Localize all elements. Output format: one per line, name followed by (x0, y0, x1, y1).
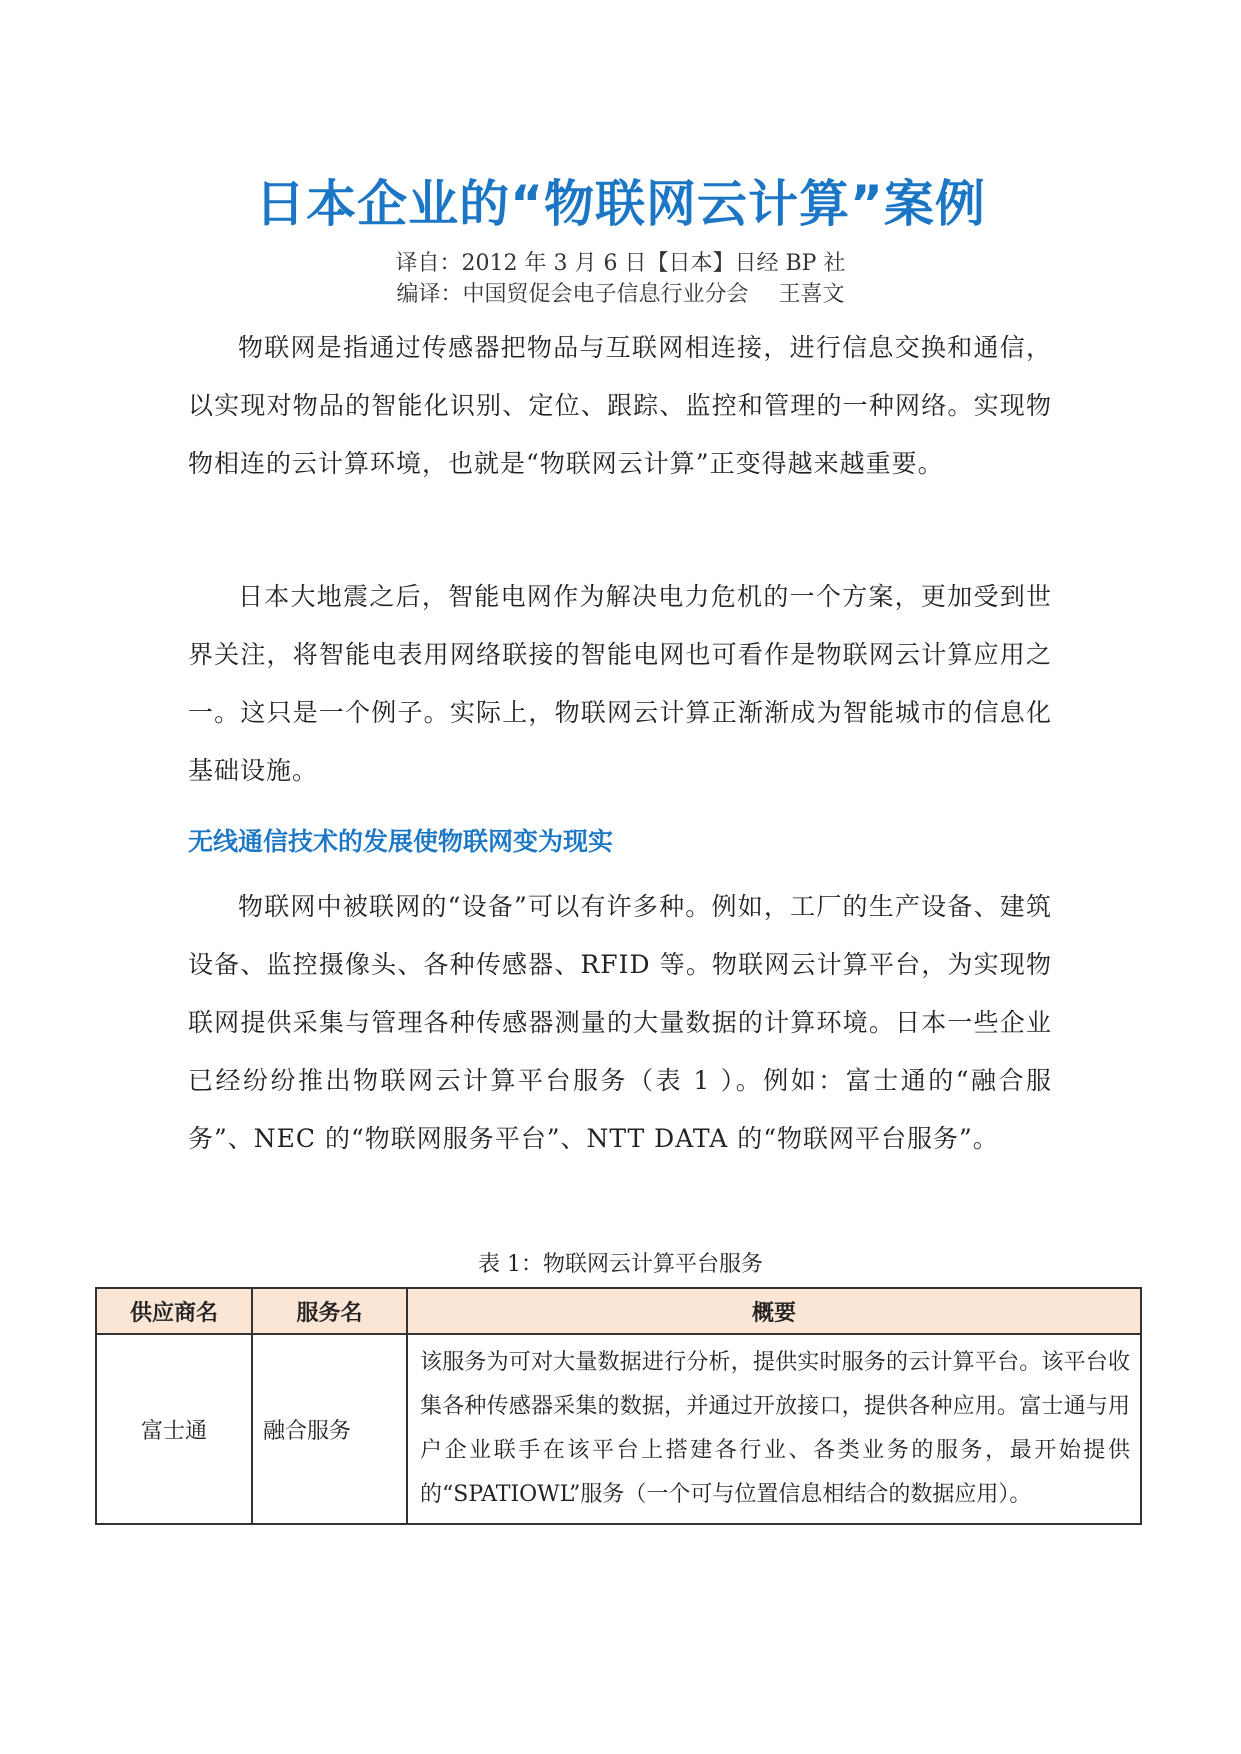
paragraph-intro: 物联网是指通过传感器把物品与互联网相连接，进行信息交换和通信，以实现对物品的智能化识别、定位、跟踪、监控和管理的一种网络。实现物物相连的云计算环境，也就是“物联网云计算”正变得越来越重要。 (188, 333, 1052, 478)
section-heading: 无线通信技术的发展使物联网变为现实 (188, 827, 614, 856)
header-vendor: 供应商名 (96, 1288, 252, 1334)
paragraph-devices: 物联网中被联网的“设备”可以有许多种。例如，工厂的生产设备、建筑设备、监控摄像头、各种传感器、RFID 等。物联网云计算平台，为实现物联网提供采集与管理各种传感器测量的大量数据的计算环境。日本一些企业已经纷纷推出物联网云计算平台服务（表 1 ）。例如：富士通的“融合服务”、NEC 的“物联网服务平台”、NTT DATA 的“物联网平台服务”。 (188, 892, 1052, 1153)
table-caption: 表 1：物联网云计算平台服务 (478, 1252, 763, 1277)
header-service: 服务名 (252, 1288, 407, 1334)
table-row (96, 1334, 1141, 1524)
service-table (95, 1287, 1142, 1525)
editor-org: 编译：中国贸促会电子信息行业分会 (396, 282, 749, 307)
editor-line (0, 280, 1241, 310)
cell-summary: 该服务为可对大量数据进行分析，提供实时服务的云计算平台。该平台收集各种传感器采集的数据，并通过开放接口，提供各种应用。富士通与用户企业联手在该平台上搭建各行业、各类业务的服务，最开始提供的“SPATIOWL”服务（一个可与位置信息相结合的数据应用）。 (407, 1334, 1141, 1524)
cell-vendor: 富士通 (96, 1334, 252, 1524)
translator-name: 王喜文 (778, 282, 845, 307)
table-header-row (96, 1288, 1141, 1334)
header-summary: 概要 (407, 1288, 1141, 1334)
source-line: 译自：2012 年 3 月 6 日【日本】日经 BP 社 (395, 251, 846, 276)
paragraph-earthquake: 日本大地震之后，智能电网作为解决电力危机的一个方案，更加受到世界关注，将智能电表用网络联接的智能电网也可看作是物联网云计算应用之一。这只是一个例子。实际上，物联网云计算正渐渐成为智能城市的信息化基础设施。 (188, 582, 1052, 785)
document-title: 日本企业的“物联网云计算”案例 (255, 175, 986, 233)
cell-service: 融合服务 (252, 1334, 407, 1524)
